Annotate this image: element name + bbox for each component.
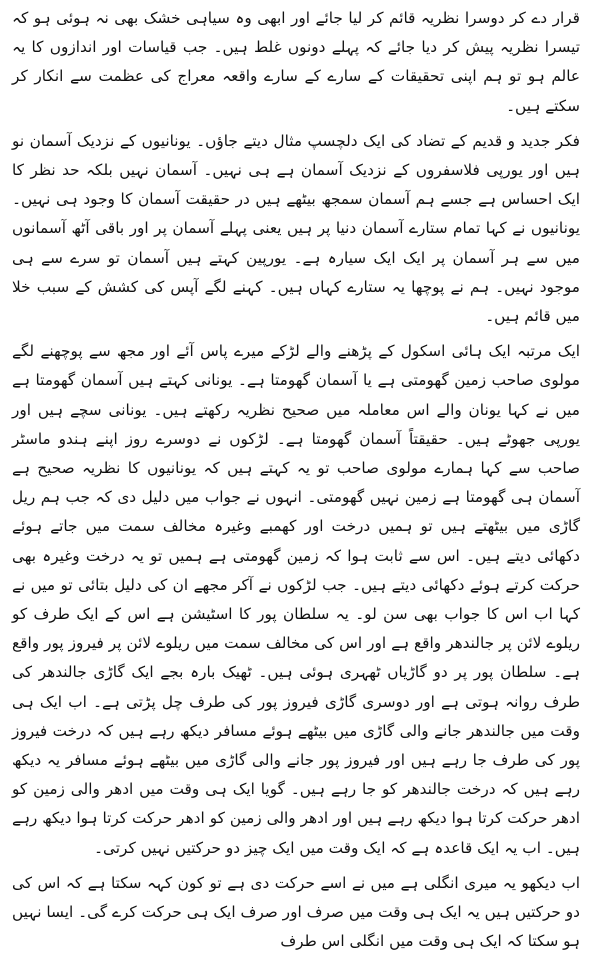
paragraph-4: اب دیکھو یہ میری انگلی ہے میں نے اسے حرکت دی ہے تو کون کہہ سکتا ہے کہ اس کی دو حرکتیں ہیں یہ ایک ہی وقت میں صرف اور صرف ایک ہی حرکت کرے گی۔ ایسا نہیں ہو سکتا کہ ایک ہی وقت میں انگلی اس طرف bbox=[12, 873, 580, 951]
paragraph-3: ایک مرتبہ ایک ہائی اسکول کے پڑھنے والے لڑکے میرے پاس آئے اور مجھ سے پوچھنے لگے مولوی صاحب زمین گھومتی ہے یا آسمان گھومتا ہے۔ یونانی کہتے ہیں آسمان گھومتا ہے میں نے کہا یونان والے اس معاملہ میں صحیح نظریہ رکھتے ہیں۔ یونانی سچے ہیں اور یورپی جھوٹے ہیں۔ حقیقتاً آسمان گھومتا ہے۔ لڑکوں نے دوسرے روز اپنے ہندو ماسٹر صاحب سے کہا ہمارے مولوی صاحب تو یہ کہتے ہیں کہ یونانیوں کا نظریہ صحیح ہے آسمان ہی گھومتا ہے زمین نہیں گھومتی۔ انہوں نے جواب میں دلیل دی کہ جب ہم ریل گاڑی میں بیٹھتے ہیں تو ہمیں درخت اور کھمبے وغیرہ مخالف سمت میں جاتے ہوئے دکھائی دیتے ہیں۔ اس سے ثابت ہوا کہ زمین گھومتی ہے ہمیں تو یہ درخت وغیرہ بھی حرکت کرتے ہوئے دکھائی دیتے ہیں۔ جب لڑکوں نے آکر مجھے ان کی دلیل بتائی تو میں نے کہا اب اس کا جواب بھی سن لو۔ یہ سلطان پور کا اسٹیشن ہے اس کے ایک طرف کو ریلوے لائن پر جالندھر واقع ہے اور اس کی مخالف سمت میں ریلوے لائن پر فیروز پور واقع ہے۔ سلطان پور پر دو گاڑیاں ٹھہری ہوئی ہیں۔ ٹھیک بارہ بجے ایک گاڑی جالندھر کی طرف روانہ ہوتی ہے اور دوسری گاڑی فیروز پور کی طرف چل پڑتی ہے۔ اب ایک ہی وقت میں جالندھر جانے والی گاڑی میں بیٹھے ہوئے مسافر دیکھ رہے ہیں کہ درخت فیروز پور کی طرف جا رہے ہیں اور فیروز پور جانے والی گاڑی میں بیٹھے ہوئے مسافر یہ دیکھ رہے ہیں کہ درخت جالندھر کو جا رہے ہیں۔ گویا ایک ہی وقت میں ادھر والی زمین کو ادھر حرکت کرتا ہوا دیکھ رہے ہیں اور ادھر والی زمین کو ادھر حرکت کرتا ہوا دیکھ رہے ہیں۔ اب یہ ایک قاعدہ ہے کہ ایک وقت میں ایک چیز دو حرکتیں نہیں کرتی۔ bbox=[12, 342, 580, 857]
paragraph-1: قرار دے کر دوسرا نظریہ قائم کر لیا جائے اور ابھی وہ سیاہی خشک بھی نہ ہوئی ہو کہ تیسرا نظریہ پیش کر دیا جائے کہ پہلے دونوں غلط ہیں۔ جب قیاسات اور اندازوں کا یہ عالم ہو تو ہم اپنی تحقیقات کے سارے کے سارے واقعہ معراج کی عظمت سے انکار کر سکتے ہیں۔ bbox=[12, 9, 580, 115]
paragraph-2: فکر جدید و قدیم کے تضاد کی ایک دلچسپ مثال دیتے جاؤں۔ یونانیوں کے نزدیک آسمان نو ہیں اور یورپی فلاسفروں کے نزدیک آسمان ہے ہی نہیں۔ آسمان نہیں بلکہ حد نظر کا ایک احساس ہے جسے ہم آسمان سمجھ بیٹھے ہیں در حقیقت آسمان کا وجود ہی نہیں۔ یونانیوں نے کہا تمام ستارے آسمان دنیا پر ہیں یعنی پہلے آسمان پر اور باقی آٹھ آسمانوں میں سے ہر آسمان پر ایک ایک سیارہ ہے۔ یورپین کہتے ہیں آسمان تو سرے سے ہی موجود نہیں۔ ہم نے پوچھا یہ ستارے کہاں ہیں۔ کہنے لگے آپس کی کشش کے سبب خلا میں قائم ہیں۔ bbox=[12, 131, 580, 326]
